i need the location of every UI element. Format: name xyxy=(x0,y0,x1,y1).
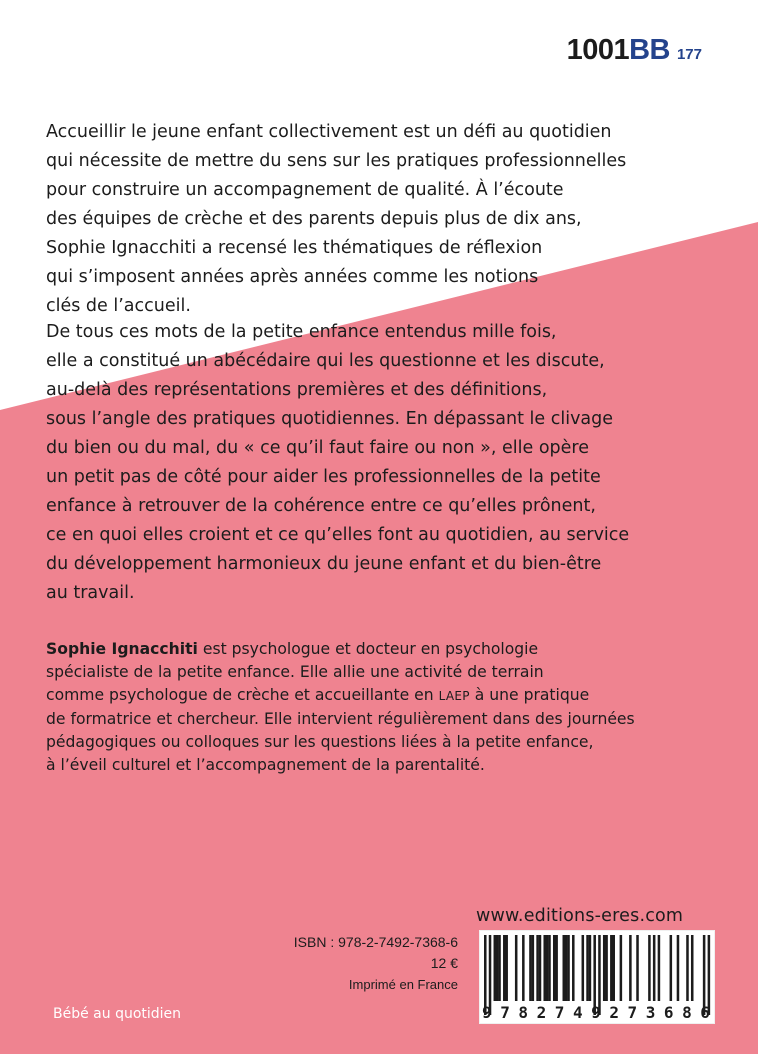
barcode-digit: 7 xyxy=(627,1003,638,1022)
printed-in: Imprimé en France xyxy=(348,977,458,992)
barcode-digit: 8 xyxy=(682,1003,692,1022)
barcode-bar xyxy=(589,935,592,1001)
text-line: au-delà des représentations premières et des définitions, xyxy=(46,380,548,400)
barcode-bar xyxy=(565,935,568,1001)
barcode-digit: 9 xyxy=(482,1003,492,1022)
text-line: pour construire un accompagnement de qualité. À l’écoute xyxy=(46,180,564,200)
text-line: qui s’imposent années après années comme les notions xyxy=(46,267,539,287)
barcode-digit: 3 xyxy=(645,1003,656,1022)
text-line: enfance à retrouver de la cohérence entre ce qu’elles prônent, xyxy=(46,496,596,516)
barcode-bar xyxy=(503,935,506,1001)
text-line: ce en quoi elles croient et ce qu’elles font au quotidien, au service xyxy=(46,525,630,545)
barcode-bar xyxy=(498,935,501,1001)
barcode-bar xyxy=(620,935,623,1001)
text-line: du développement harmonieux du jeune enfant et du bien-être xyxy=(46,554,602,574)
barcode-bar xyxy=(567,935,570,1001)
text-line: au travail. xyxy=(46,583,135,603)
bio-line: pédagogiques ou colloques sur les questions liées à la petite enfance, xyxy=(46,733,594,751)
price: 12 € xyxy=(430,955,458,971)
barcode-bar xyxy=(670,935,673,1001)
bio-text: comme psychologue de crèche et accueillante en xyxy=(46,686,439,704)
barcode-bar xyxy=(532,935,535,1001)
author-name: Sophie Ignacchiti xyxy=(46,640,198,658)
publisher-website: www.editions-eres.com xyxy=(476,906,684,926)
bio-text: à une pratique xyxy=(469,686,590,704)
barcode-digit: 6 xyxy=(663,1003,674,1022)
bio-text: est psychologue et docteur en psychologie xyxy=(197,640,539,658)
bio-line: à l’éveil culturel et l’accompagnement de la parentalité. xyxy=(46,756,485,774)
summary-paragraph-2 xyxy=(46,318,718,608)
barcode-bar xyxy=(555,935,558,1001)
barcode-bar xyxy=(543,935,546,1001)
barcode-bar xyxy=(648,935,651,1001)
barcode-bar xyxy=(539,935,542,1001)
barcode-bar xyxy=(636,935,639,1001)
summary-paragraph-1 xyxy=(46,118,718,321)
barcode-bar xyxy=(629,935,632,1001)
barcode-bar xyxy=(653,935,656,1001)
barcode-digit: 2 xyxy=(536,1003,547,1022)
text-line: des équipes de crèche et des parents depuis plus de dix ans, xyxy=(46,209,582,229)
barcode-bar xyxy=(605,935,608,1001)
bio-line xyxy=(46,684,718,708)
barcode-bar xyxy=(496,935,499,1001)
barcode-bar xyxy=(553,935,556,1001)
barcode-digit: 4 xyxy=(572,1003,583,1022)
bio-acronym: LAEP xyxy=(438,689,470,703)
series-brand: BB xyxy=(629,34,670,66)
series-logo xyxy=(567,34,702,67)
barcode xyxy=(479,930,715,1024)
barcode-digit: 9 xyxy=(591,1003,601,1022)
barcode-bar xyxy=(686,935,689,1001)
collection-name: Bébé au quotidien xyxy=(53,1006,182,1022)
barcode-digit: 7 xyxy=(554,1003,565,1022)
barcode-bar xyxy=(529,935,532,1001)
bio-line: spécialiste de la petite enfance. Elle allie une activité de terrain xyxy=(46,663,544,681)
barcode-bar xyxy=(563,935,566,1001)
barcode-bar xyxy=(691,935,694,1001)
series-number: 177 xyxy=(676,46,702,63)
barcode-bar xyxy=(612,935,615,1001)
barcode-bar xyxy=(572,935,575,1001)
barcode-digit: 8 xyxy=(518,1003,529,1022)
bio-line xyxy=(46,638,718,661)
barcode-bar xyxy=(505,935,508,1001)
barcode-bar xyxy=(677,935,680,1001)
text-line: Accueillir le jeune enfant collectivement est un défi au quotidien xyxy=(46,122,612,142)
barcode-digit: 7 xyxy=(500,1003,510,1022)
barcode-bar xyxy=(610,935,613,1001)
text-line: elle a constitué un abécédaire qui les questionne et les discute, xyxy=(46,351,605,371)
publication-info xyxy=(294,932,458,995)
barcode-bar xyxy=(546,935,549,1001)
isbn: ISBN : 978-2-7492-7368-6 xyxy=(293,934,458,950)
text-line: sous l’angle des pratiques quotidiennes. En dépassant le clivage xyxy=(46,409,614,429)
text-line: qui nécessite de mettre du sens sur les pratiques professionnelles xyxy=(46,151,627,171)
author-bio xyxy=(46,638,718,777)
barcode-bar xyxy=(548,935,551,1001)
barcode-bar xyxy=(515,935,518,1001)
barcode-digit: 6 xyxy=(700,1003,710,1022)
text-line: De tous ces mots de la petite enfance entendus mille fois, xyxy=(46,322,557,342)
barcode-bar xyxy=(582,935,585,1001)
text-line: clés de l’accueil. xyxy=(46,296,191,316)
barcode-bar xyxy=(603,935,606,1001)
barcode-bar xyxy=(494,935,497,1001)
bio-line: de formatrice et chercheur. Elle intervient régulièrement dans des journées xyxy=(46,710,635,728)
barcode-digits xyxy=(480,1003,714,1022)
barcode-bar xyxy=(522,935,525,1001)
series-prefix: 1001 xyxy=(566,34,630,66)
barcode-digit: 2 xyxy=(609,1003,619,1022)
series-logo-text xyxy=(567,34,670,67)
text-line: du bien ou du mal, du « ce qu’il faut faire ou non », elle opère xyxy=(46,438,589,458)
text-line: un petit pas de côté pour aider les professionnelles de la petite xyxy=(46,467,601,487)
barcode-bar xyxy=(586,935,589,1001)
barcode-bar xyxy=(658,935,661,1001)
text-line: Sophie Ignacchiti a recensé les thématiques de réflexion xyxy=(46,238,543,258)
barcode-bar xyxy=(536,935,539,1001)
